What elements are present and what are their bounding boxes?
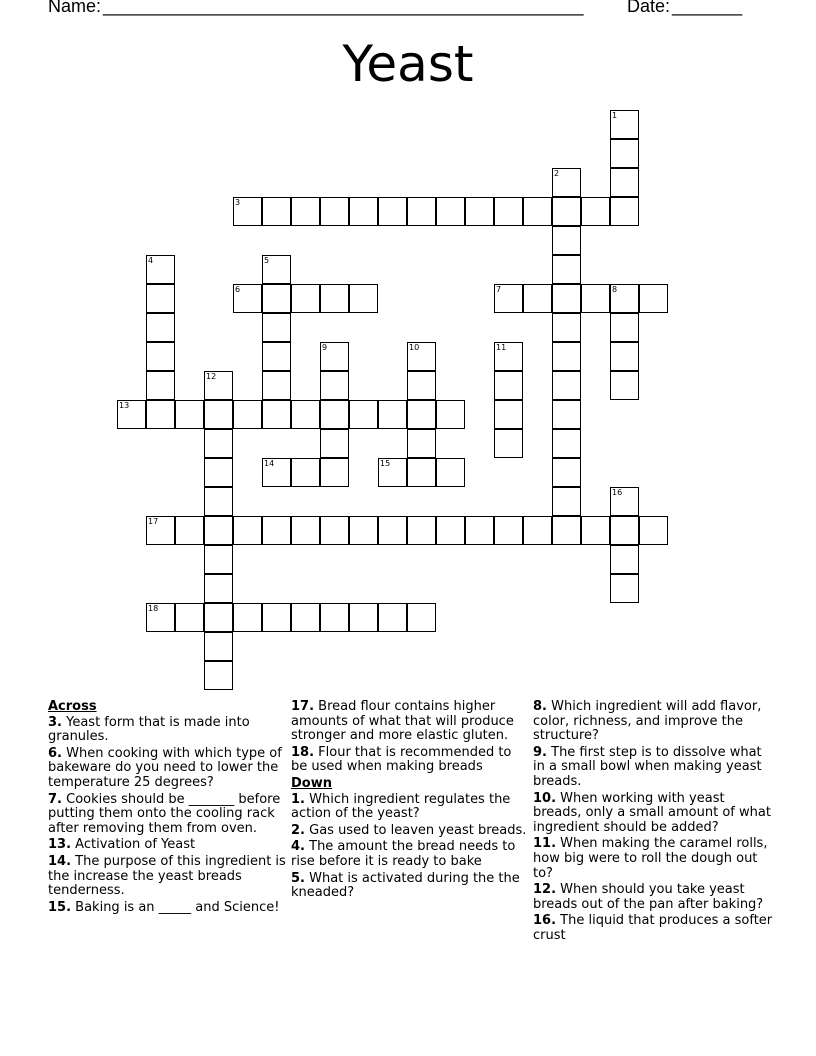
cell-number: 12: [206, 372, 217, 381]
name-line[interactable]: ________________________________________________: [103, 0, 584, 16]
cell-number: 14: [264, 459, 275, 468]
puzzle-title: Yeast: [342, 35, 474, 93]
cell-number: 9: [322, 343, 328, 352]
clue-across-3: [48, 716, 288, 745]
clue-text: Baking is an _____ and Science!: [75, 899, 280, 915]
grid-cell[interactable]: [494, 197, 523, 226]
grid-cell[interactable]: [552, 371, 581, 400]
clue-down-12: [533, 883, 773, 912]
grid-cell[interactable]: [320, 342, 349, 371]
clue-down-10: [533, 792, 773, 836]
clue-text: The liquid that produces a softer crust: [533, 913, 773, 943]
grid-cell[interactable]: [581, 284, 610, 313]
grid-cell[interactable]: [233, 284, 262, 313]
clue-text: Yeast form that is made into granules.: [48, 714, 250, 745]
grid-cell[interactable]: [175, 516, 204, 545]
middle-clues-column: [291, 700, 531, 903]
right-clues-column: [533, 700, 773, 946]
grid-cell[interactable]: [204, 487, 233, 516]
date-line[interactable]: _______: [672, 0, 743, 16]
clue-number: 4.: [291, 839, 305, 855]
clue-down-1: [291, 793, 531, 822]
clue-down-16: [533, 914, 773, 943]
cell-number: 18: [148, 604, 159, 613]
grid-cell[interactable]: [349, 516, 378, 545]
clue-number: 1.: [291, 791, 305, 807]
grid-cell[interactable]: [204, 661, 233, 690]
grid-cell[interactable]: [436, 516, 465, 545]
clue-text: When should you take yeast breads out of the pan after baking?: [533, 882, 764, 912]
clue-across-7: [48, 793, 288, 837]
grid-cell[interactable]: [262, 342, 291, 371]
cell-number: 5: [264, 256, 270, 265]
grid-cell[interactable]: [552, 313, 581, 342]
grid-cell[interactable]: [581, 197, 610, 226]
cell-number: 15: [380, 459, 391, 468]
grid-cell[interactable]: [494, 284, 523, 313]
grid-cell[interactable]: [523, 516, 552, 545]
grid-cell[interactable]: [494, 400, 523, 429]
grid-cell[interactable]: [320, 516, 349, 545]
grid-cell[interactable]: [204, 371, 233, 400]
clue-across-15: [48, 901, 288, 916]
grid-cell[interactable]: [407, 400, 436, 429]
across-clues-column: [48, 700, 288, 917]
clue-number: 18.: [291, 744, 315, 760]
grid-cell[interactable]: [378, 516, 407, 545]
clue-text: When working with yeast breads, only a small amount of what ingredient should be added?: [533, 790, 771, 835]
cell-number: 13: [119, 401, 130, 410]
grid-cell[interactable]: [494, 342, 523, 371]
clue-text: Cookies should be _______ before putting them onto the cooling rack after removing them from oven.: [48, 791, 281, 836]
grid-cell[interactable]: [175, 400, 204, 429]
cell-number: 3: [235, 198, 241, 207]
grid-cell[interactable]: [494, 516, 523, 545]
grid-cell[interactable]: [204, 574, 233, 603]
clue-number: 15.: [48, 899, 72, 915]
clue-number: 2.: [291, 822, 305, 838]
grid-cell[interactable]: [407, 371, 436, 400]
grid-cell[interactable]: [262, 458, 291, 487]
grid-cell[interactable]: [349, 400, 378, 429]
grid-cell[interactable]: [320, 284, 349, 313]
grid-cell[interactable]: [349, 197, 378, 226]
clue-down-8: [533, 700, 773, 744]
clue-across-6: [48, 747, 288, 791]
grid-cell[interactable]: [146, 400, 175, 429]
grid-cell[interactable]: [552, 400, 581, 429]
grid-cell[interactable]: [436, 458, 465, 487]
cell-number: 16: [612, 488, 623, 497]
grid-cell[interactable]: [378, 603, 407, 632]
grid-cell[interactable]: [494, 429, 523, 458]
clue-number: 17.: [291, 699, 315, 714]
grid-cell[interactable]: [204, 400, 233, 429]
clue-number: 3.: [48, 714, 62, 730]
grid-cell[interactable]: [465, 516, 494, 545]
grid-cell[interactable]: [204, 458, 233, 487]
clue-number: 13.: [48, 837, 72, 853]
grid-cell[interactable]: [436, 197, 465, 226]
grid-cell[interactable]: [610, 284, 639, 313]
grid-cell[interactable]: [494, 371, 523, 400]
cell-number: 8: [612, 285, 618, 294]
grid-cell[interactable]: [146, 284, 175, 313]
grid-cell[interactable]: [146, 603, 175, 632]
grid-cell[interactable]: [552, 342, 581, 371]
grid-cell[interactable]: [233, 603, 262, 632]
grid-cell[interactable]: [349, 603, 378, 632]
cell-number: 1: [612, 111, 618, 120]
clue-text: Gas used to leaven yeast breads.: [309, 822, 527, 838]
clue-down-11: [533, 837, 773, 881]
grid-cell[interactable]: [233, 197, 262, 226]
grid-cell[interactable]: [233, 516, 262, 545]
grid-cell[interactable]: [291, 603, 320, 632]
grid-cell[interactable]: [204, 516, 233, 545]
clue-number: 12.: [533, 882, 557, 898]
grid-cell[interactable]: [262, 255, 291, 284]
grid-cell[interactable]: [552, 226, 581, 255]
clue-number: 5.: [291, 870, 305, 886]
clue-down-9: [533, 746, 773, 790]
grid-cell[interactable]: [407, 603, 436, 632]
grid-cell[interactable]: [552, 197, 581, 226]
grid-cell[interactable]: [610, 516, 639, 545]
clue-across-17: [291, 700, 531, 744]
grid-cell[interactable]: [291, 284, 320, 313]
grid-cell[interactable]: [552, 168, 581, 197]
clue-text: Bread flour contains higher amounts of what that will produce stronger and more elastic gluten.: [291, 699, 514, 744]
cell-number: 7: [496, 285, 502, 294]
grid-cell[interactable]: [146, 255, 175, 284]
clue-across-13: [48, 838, 288, 853]
grid-cell[interactable]: [320, 603, 349, 632]
clue-number: 11.: [533, 836, 557, 852]
grid-cell[interactable]: [233, 400, 262, 429]
grid-cell[interactable]: [320, 371, 349, 400]
grid-cell[interactable]: [610, 197, 639, 226]
clue-number: 10.: [533, 790, 557, 806]
clue-number: 16.: [533, 913, 557, 929]
grid-cell[interactable]: [610, 545, 639, 574]
grid-cell[interactable]: [320, 400, 349, 429]
clue-text: When cooking with which type of bakeware do you need to lower the temperature 25 degrees?: [48, 745, 282, 790]
grid-cell[interactable]: [465, 197, 494, 226]
clue-text: What is activated during the the kneaded?: [291, 870, 520, 901]
cell-number: 4: [148, 256, 154, 265]
grid-cell[interactable]: [378, 458, 407, 487]
grid-cell[interactable]: [552, 487, 581, 516]
grid-cell[interactable]: [523, 197, 552, 226]
grid-cell[interactable]: [552, 284, 581, 313]
clue-text: The purpose of this ingredient is the increase the yeast breads tenderness.: [48, 853, 286, 899]
clue-across-18: [291, 746, 531, 775]
grid-cell[interactable]: [610, 110, 639, 139]
grid-cell[interactable]: [610, 574, 639, 603]
grid-cell[interactable]: [552, 255, 581, 284]
grid-cell[interactable]: [146, 371, 175, 400]
cell-number: 10: [409, 343, 420, 352]
clue-number: 6.: [48, 745, 62, 761]
grid-cell[interactable]: [407, 429, 436, 458]
clue-down-2: [291, 824, 531, 839]
grid-cell[interactable]: [262, 516, 291, 545]
grid-cell[interactable]: [552, 429, 581, 458]
grid-cell[interactable]: [407, 342, 436, 371]
grid-cell[interactable]: [610, 371, 639, 400]
grid-cell[interactable]: [146, 313, 175, 342]
clue-text: Which ingredient regulates the action of the yeast?: [291, 791, 511, 822]
grid-cell[interactable]: [291, 458, 320, 487]
across-heading: Across: [48, 699, 97, 714]
grid-cell[interactable]: [552, 516, 581, 545]
grid-cell[interactable]: [291, 197, 320, 226]
grid-cell[interactable]: [320, 458, 349, 487]
clue-text: Which ingredient will add flavor, color, richness, and improve the structure?: [533, 699, 762, 744]
grid-cell[interactable]: [320, 429, 349, 458]
grid-cell[interactable]: [407, 197, 436, 226]
grid-cell[interactable]: [407, 458, 436, 487]
grid-cell[interactable]: [436, 400, 465, 429]
grid-cell[interactable]: [320, 197, 349, 226]
clue-text: Activation of Yeast: [75, 837, 196, 853]
grid-cell[interactable]: [581, 516, 610, 545]
grid-cell[interactable]: [610, 139, 639, 168]
clue-number: 7.: [48, 791, 62, 807]
grid-cell[interactable]: [291, 516, 320, 545]
clue-down-4: [291, 840, 531, 869]
down-heading: Down: [291, 775, 332, 791]
clue-across-14: [48, 855, 288, 899]
clue-text: The amount the bread needs to rise before it is ready to bake: [291, 839, 516, 869]
name-label: Name:: [48, 0, 102, 16]
clue-number: 14.: [48, 853, 72, 869]
grid-cell[interactable]: [378, 400, 407, 429]
date-label: Date:: [627, 0, 671, 16]
clue-text: Flour that is recommended to be used when making breads: [291, 744, 512, 775]
cell-number: 2: [554, 169, 560, 178]
clue-number: 9.: [533, 744, 547, 760]
grid-cell[interactable]: [204, 545, 233, 574]
grid-cell[interactable]: [610, 342, 639, 371]
grid-cell[interactable]: [262, 313, 291, 342]
grid-cell[interactable]: [146, 516, 175, 545]
clue-text: The first step is to dissolve what in a small bowl when making yeast breads.: [533, 744, 762, 789]
cell-number: 6: [235, 285, 241, 294]
grid-cell[interactable]: [552, 458, 581, 487]
clue-number: 8.: [533, 699, 547, 714]
grid-cell[interactable]: [523, 284, 552, 313]
grid-cell[interactable]: [204, 429, 233, 458]
grid-cell[interactable]: [204, 632, 233, 661]
grid-cell[interactable]: [610, 487, 639, 516]
clue-down-5: [291, 872, 531, 901]
grid-cell[interactable]: [146, 342, 175, 371]
grid-cell[interactable]: [262, 400, 291, 429]
grid-cell[interactable]: [291, 400, 320, 429]
cell-number: 11: [496, 343, 507, 352]
grid-cell[interactable]: [610, 168, 639, 197]
grid-cell[interactable]: [262, 284, 291, 313]
grid-cell[interactable]: [378, 197, 407, 226]
grid-cell[interactable]: [262, 371, 291, 400]
grid-cell[interactable]: [639, 284, 668, 313]
grid-cell[interactable]: [175, 603, 204, 632]
cell-number: 17: [148, 517, 159, 526]
grid-cell[interactable]: [407, 516, 436, 545]
grid-cell[interactable]: [262, 603, 291, 632]
clue-text: When making the caramel rolls, how big were to roll the dough out to?: [533, 836, 768, 881]
grid-cell[interactable]: [349, 284, 378, 313]
grid-cell[interactable]: [204, 603, 233, 632]
grid-cell[interactable]: [262, 197, 291, 226]
grid-cell[interactable]: [610, 313, 639, 342]
grid-cell[interactable]: [639, 516, 668, 545]
grid-cell[interactable]: [117, 400, 146, 429]
